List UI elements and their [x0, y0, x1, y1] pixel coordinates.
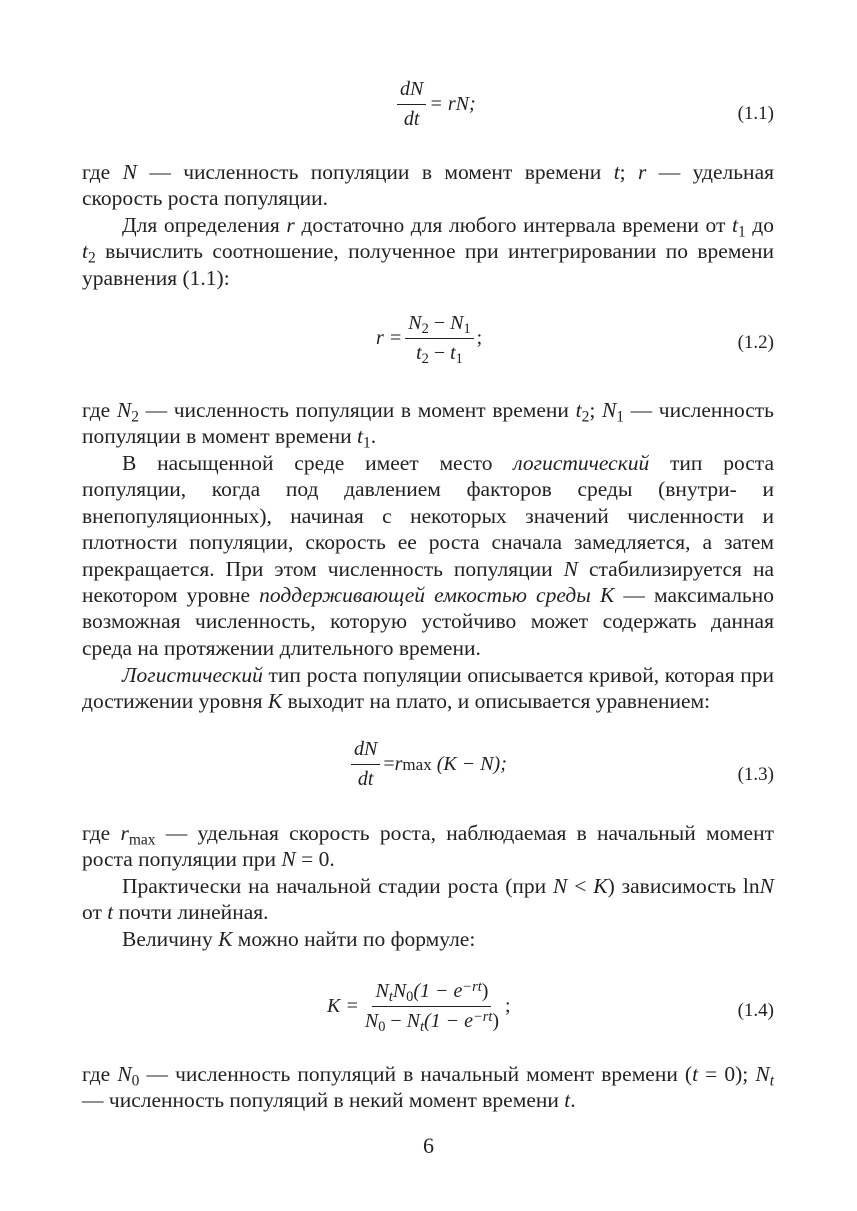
var: K — [599, 583, 615, 608]
var: N — [117, 1062, 132, 1086]
paragraph-9 — [82, 1061, 774, 1114]
var: N — [755, 1062, 770, 1086]
var: N — [375, 980, 389, 1002]
formula-part: (1 − e — [424, 1010, 474, 1032]
formula-1-2 — [376, 312, 483, 368]
text: стабилизируется на некотором уровне — [82, 556, 774, 608]
operator: − — [428, 342, 451, 364]
var: r — [286, 213, 295, 237]
subscript: max — [128, 831, 156, 849]
text: ; — [589, 398, 602, 422]
page-number: 6 — [423, 1133, 434, 1158]
equation-1-2 — [82, 310, 774, 380]
subscript: 2 — [87, 249, 96, 267]
var: N — [450, 312, 464, 334]
fraction-denominator: dt — [403, 108, 420, 130]
var: r — [394, 753, 403, 775]
subscript: 2 — [131, 408, 139, 426]
text: — удельная скорость роста популяции. — [82, 160, 774, 211]
var: N — [408, 312, 422, 334]
exponent: −rt — [462, 978, 482, 995]
equation-1-4 — [82, 976, 774, 1046]
text: — численность популяции в момент времени — [136, 160, 614, 184]
equation-1-3 — [82, 738, 774, 808]
text: = 0); — [698, 1062, 756, 1086]
subscript: t — [388, 989, 393, 1006]
subscript: 2 — [581, 408, 590, 426]
formula-rhs: = rN; — [429, 93, 476, 115]
formula-part: (1 − e — [413, 980, 463, 1002]
formula-part: ) — [481, 980, 489, 1002]
formula-end: ; — [505, 995, 511, 1017]
var: N — [553, 874, 568, 898]
text: почти линейная. — [113, 900, 269, 925]
text: — численность популяции в момент времени — [82, 398, 774, 449]
text: от — [82, 900, 108, 925]
var: t — [613, 160, 620, 184]
fraction-denominator — [362, 1007, 502, 1036]
var: t — [356, 424, 363, 449]
operator: − — [385, 1010, 407, 1032]
var: t — [575, 398, 582, 422]
var: K — [218, 927, 233, 951]
fraction-growth-rate — [405, 312, 473, 368]
text: Для определения — [122, 213, 287, 237]
operator: − — [428, 312, 451, 334]
text: достаточно для любого интервала времени от — [294, 213, 732, 237]
text: — удельная скорость роста, наблюдаемая в начальный момент роста популяции при — [82, 821, 774, 872]
text: где — [82, 1062, 118, 1086]
text: где — [82, 160, 123, 184]
var: N — [364, 1010, 379, 1032]
text — [591, 583, 600, 607]
formula-1-3: $\frac{dN}{dt}$ = r max (K − N); — [348, 738, 507, 791]
var: t — [450, 342, 456, 364]
text: тип роста популяции описывается кривой, которая при достижении уровня — [82, 663, 774, 714]
formula-lhs: r = — [376, 327, 403, 349]
text: Величину — [122, 927, 219, 951]
formula-1-4 — [327, 978, 511, 1036]
paragraph-4 — [82, 450, 774, 661]
formula-end: ; — [476, 327, 483, 349]
paragraph-8 — [82, 926, 774, 952]
text: . — [370, 424, 377, 449]
text: где — [82, 821, 121, 845]
text: < — [567, 874, 594, 898]
var: r — [120, 821, 129, 845]
var: N — [406, 1010, 421, 1032]
equation-number: (1.1) — [737, 103, 774, 124]
text: можно найти по формуле: — [232, 927, 476, 951]
subscript: 1 — [455, 351, 463, 368]
text: Практически на начальной стадии роста (при — [122, 874, 554, 898]
var: N — [116, 398, 132, 422]
var: N — [759, 874, 774, 898]
operator: = — [383, 753, 395, 775]
text: где — [82, 398, 117, 422]
subscript: 2 — [421, 351, 429, 368]
text: до — [745, 213, 774, 237]
text: тип роста популяции, когда под давлением факторов среды (внутри- и внепопуляционных), начиная с некоторых значений численности и плотности популяции, скорость ее роста сначала замедляется, а затем прекращается. При этом численность популяции — [82, 451, 774, 581]
fraction-numerator: dN — [351, 738, 380, 765]
formula-1-1 — [394, 78, 476, 131]
fraction-dn-dt — [397, 78, 426, 131]
text: . — [570, 1088, 576, 1113]
text: — численность популяций в некий момент времени — [82, 1088, 565, 1113]
text: — численность популяций в начальный момент времени ( — [139, 1062, 693, 1086]
var: t — [692, 1062, 699, 1086]
italic-term: логистический — [513, 451, 650, 475]
formula-part: ) — [492, 1010, 500, 1032]
exponent: −rt — [473, 1008, 493, 1025]
subscript: t — [769, 1072, 775, 1090]
text: В насыщенной среде имеет место — [122, 451, 514, 475]
subscript: 1 — [737, 223, 746, 241]
text: — максимально возможная численность, которую устойчиво может содержать данная среда на протяжении длительного времени. — [82, 583, 774, 660]
var: t — [416, 342, 422, 364]
var: K — [593, 874, 608, 898]
subscript: t — [420, 1019, 425, 1036]
subscript: 2 — [421, 321, 429, 338]
formula-lhs: K = — [327, 995, 359, 1017]
var: K — [267, 689, 283, 714]
var: t — [107, 900, 114, 925]
equation-number: (1.2) — [737, 332, 774, 353]
text: = 0. — [295, 847, 335, 872]
paragraph-5 — [82, 662, 774, 715]
paragraph-7 — [82, 873, 774, 926]
equation-number: (1.3) — [737, 764, 774, 785]
paragraph-6 — [82, 820, 774, 873]
subscript: 0 — [378, 1019, 386, 1036]
paragraph-1 — [82, 159, 774, 212]
text: ) зависимость ln — [607, 874, 760, 898]
subscript: 0 — [406, 989, 414, 1006]
fraction-denominator — [413, 339, 466, 368]
text: вычислить соотношение, полученное при интегрировании по времени уравнения (1.1): — [82, 239, 774, 290]
var: t — [564, 1088, 571, 1113]
subscript: 0 — [131, 1072, 140, 1090]
text: выходит на плато, и описывается уравнением: — [282, 689, 711, 714]
var: r — [638, 160, 647, 184]
var: N — [563, 556, 578, 581]
fraction-dn-dt — [351, 738, 380, 791]
subscript: 1 — [463, 321, 471, 338]
fraction-capacity — [362, 978, 502, 1036]
fraction-numerator: dN — [397, 78, 426, 105]
fraction-numerator — [405, 312, 473, 339]
var: N — [392, 980, 407, 1002]
var: t — [82, 239, 88, 264]
text: ; — [619, 160, 639, 184]
var: N — [601, 398, 617, 422]
fraction-numerator — [372, 980, 491, 1007]
var: N — [281, 847, 296, 872]
italic-term: Логистический — [122, 663, 263, 687]
equation-number: (1.4) — [737, 1000, 774, 1021]
formula-rhs: (K − N); — [436, 753, 507, 775]
var: t — [731, 213, 738, 237]
subscript: 1 — [362, 434, 371, 452]
fraction-denominator: dt — [357, 768, 374, 790]
paragraph-2 — [82, 212, 774, 291]
text: — численность популяции в момент времени — [138, 398, 576, 422]
subscript: 1 — [616, 408, 625, 426]
italic-term: поддерживающей емкостью среды — [259, 583, 591, 608]
var: N — [122, 160, 137, 184]
paragraph-3 — [82, 397, 774, 450]
equation-1-1 — [82, 78, 774, 148]
